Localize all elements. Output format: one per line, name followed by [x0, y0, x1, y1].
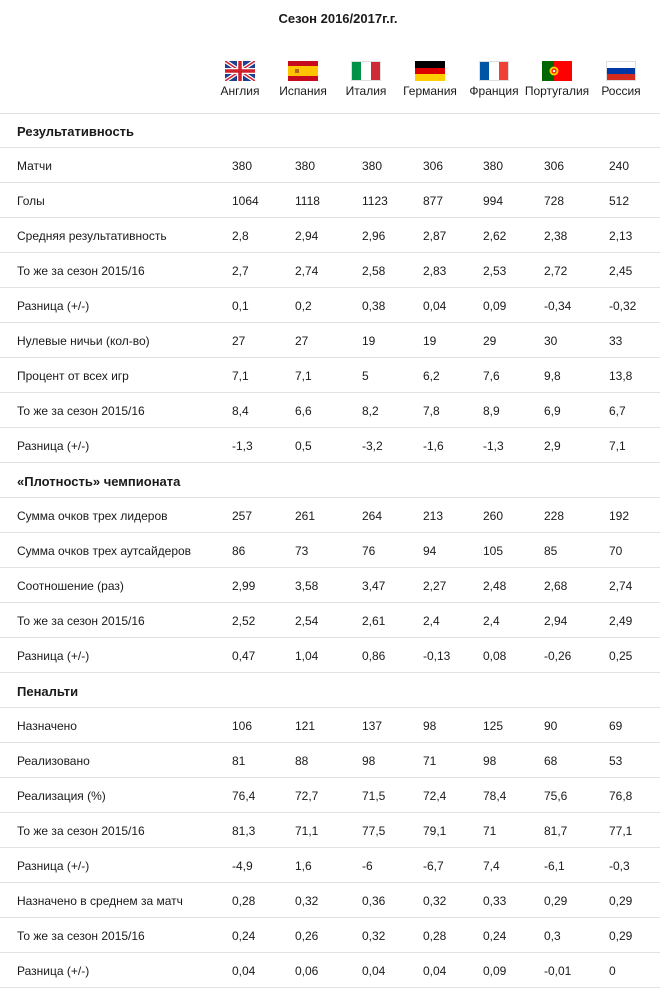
- row-label: Реализовано: [17, 754, 90, 768]
- country-name: Португалия: [524, 84, 590, 98]
- row-label: Голы: [17, 194, 45, 208]
- table-cell: 994: [483, 194, 504, 208]
- table-cell: 0,24: [232, 929, 256, 943]
- table-cell: 2,7: [232, 264, 249, 278]
- table-cell: 8,9: [483, 404, 500, 418]
- row-label: Средняя результативность: [17, 229, 167, 243]
- table-cell: 2,9: [544, 439, 561, 453]
- table-cell: -0,34: [544, 299, 572, 313]
- table-cell: 7,8: [423, 404, 440, 418]
- table-cell: 3,47: [362, 579, 386, 593]
- table-cell: -0,26: [544, 649, 572, 663]
- table-cell: 68: [544, 754, 558, 768]
- table-cell: 121: [295, 719, 316, 733]
- table-cell: 137: [362, 719, 383, 733]
- table-cell: 81,3: [232, 824, 256, 838]
- table-cell: 8,2: [362, 404, 379, 418]
- italy-flag-icon: [351, 61, 381, 81]
- table-cell: 0,29: [544, 894, 568, 908]
- table-row: [0, 603, 660, 638]
- section-title: Результативность: [17, 124, 135, 139]
- table-row: [0, 778, 660, 813]
- table-cell: 2,52: [232, 614, 256, 628]
- table-cell: 2,61: [362, 614, 386, 628]
- country-name: Франция: [469, 84, 519, 98]
- table-cell: 13,8: [609, 369, 633, 383]
- table-row: [0, 953, 660, 988]
- table-cell: 81: [232, 754, 246, 768]
- table-cell: 0,04: [232, 964, 256, 978]
- table-cell: 88: [295, 754, 309, 768]
- table-row: [0, 743, 660, 778]
- table-cell: 0,2: [295, 299, 312, 313]
- table-cell: 0,08: [483, 649, 507, 663]
- table-cell: 98: [423, 719, 437, 733]
- table-row: [0, 288, 660, 323]
- table-cell: 0,33: [483, 894, 507, 908]
- table-cell: 6,6: [295, 404, 312, 418]
- table-cell: 0,28: [232, 894, 256, 908]
- table-row: [0, 813, 660, 848]
- table-cell: 30: [544, 334, 558, 348]
- row-label: Разница (+/-): [17, 649, 90, 663]
- table-cell: 6,7: [609, 404, 626, 418]
- table-cell: 2,94: [295, 229, 319, 243]
- table-cell: 71,5: [362, 789, 386, 803]
- portugal-flag-icon: [542, 61, 572, 81]
- table-cell: 7,1: [295, 369, 312, 383]
- table-cell: 2,83: [423, 264, 447, 278]
- row-label: Разница (+/-): [17, 859, 90, 873]
- table-cell: 0,24: [483, 929, 507, 943]
- table-cell: 53: [609, 754, 623, 768]
- table-cell: 0,09: [483, 299, 507, 313]
- table-cell: 2,72: [544, 264, 568, 278]
- table-cell: 71: [483, 824, 497, 838]
- table-cell: 2,94: [544, 614, 568, 628]
- table-cell: 5: [362, 369, 369, 383]
- table-cell: 0,86: [362, 649, 386, 663]
- table-cell: 105: [483, 544, 504, 558]
- table-row: [0, 323, 660, 358]
- table-row: [0, 568, 660, 603]
- table-cell: -1,3: [232, 439, 253, 453]
- table-row: [0, 848, 660, 883]
- row-label: Назначено: [17, 719, 77, 733]
- table-cell: 77,5: [362, 824, 386, 838]
- country-name: Италия: [345, 84, 387, 98]
- table-cell: 6,9: [544, 404, 561, 418]
- table-cell: 728: [544, 194, 565, 208]
- table-row: [0, 183, 660, 218]
- table-cell: 0,32: [423, 894, 447, 908]
- france-flag-icon: [479, 61, 509, 81]
- table-cell: 0,47: [232, 649, 256, 663]
- table-cell: 8,4: [232, 404, 249, 418]
- table-row: [0, 883, 660, 918]
- row-label: То же за сезон 2015/16: [17, 929, 145, 943]
- table-cell: 0,38: [362, 299, 386, 313]
- table-cell: 0,25: [609, 649, 633, 663]
- country-name: Испания: [279, 84, 327, 98]
- table-cell: 306: [423, 159, 444, 173]
- table-cell: 29: [483, 334, 497, 348]
- row-label: Разница (+/-): [17, 439, 90, 453]
- table-cell: 2,62: [483, 229, 507, 243]
- table-cell: 7,6: [483, 369, 500, 383]
- table-cell: 73: [295, 544, 309, 558]
- table-cell: 0,06: [295, 964, 319, 978]
- table-cell: 264: [362, 509, 383, 523]
- table-cell: -0,01: [544, 964, 572, 978]
- table-cell: 261: [295, 509, 316, 523]
- table-cell: -0,32: [609, 299, 637, 313]
- table-cell: 2,49: [609, 614, 633, 628]
- row-label: То же за сезон 2015/16: [17, 264, 145, 278]
- row-label: Сумма очков трех лидеров: [17, 509, 168, 523]
- table-cell: 1,6: [295, 859, 312, 873]
- table-cell: 27: [295, 334, 309, 348]
- table-row: [0, 533, 660, 568]
- table-cell: 0,04: [423, 964, 447, 978]
- section-title: Пенальти: [17, 684, 79, 699]
- table-cell: 85: [544, 544, 558, 558]
- section-header-row: [0, 463, 660, 498]
- table-cell: 75,6: [544, 789, 568, 803]
- table-cell: 2,4: [423, 614, 440, 628]
- table-row: [0, 638, 660, 673]
- table-cell: 240: [609, 159, 630, 173]
- table-cell: 76,8: [609, 789, 633, 803]
- table-cell: -6: [362, 859, 373, 873]
- table-cell: 0,36: [362, 894, 386, 908]
- table-cell: 380: [295, 159, 316, 173]
- table-cell: 90: [544, 719, 558, 733]
- table-cell: 3,58: [295, 579, 319, 593]
- table-row: [0, 918, 660, 953]
- table-cell: 7,4: [483, 859, 500, 873]
- row-label: Назначено в среднем за матч: [17, 894, 183, 908]
- table-cell: 19: [423, 334, 437, 348]
- table-cell: 72,4: [423, 789, 447, 803]
- table-cell: 72,7: [295, 789, 319, 803]
- table-row: [0, 498, 660, 533]
- table-cell: 0,29: [609, 929, 633, 943]
- table-cell: 86: [232, 544, 246, 558]
- table-cell: 2,87: [423, 229, 447, 243]
- table-cell: -0,13: [423, 649, 451, 663]
- row-label: То же за сезон 2015/16: [17, 614, 145, 628]
- table-cell: -1,6: [423, 439, 444, 453]
- table-cell: -6,1: [544, 859, 565, 873]
- table-cell: 77,1: [609, 824, 633, 838]
- table-cell: -6,7: [423, 859, 444, 873]
- table-cell: 98: [483, 754, 497, 768]
- table-cell: 2,13: [609, 229, 633, 243]
- uk-flag-icon: [225, 61, 255, 81]
- table-cell: 76,4: [232, 789, 256, 803]
- section-title: «Плотность» чемпионата: [17, 474, 181, 489]
- table-cell: 0: [609, 964, 616, 978]
- table-cell: -0,3: [609, 859, 630, 873]
- table-cell: 125: [483, 719, 504, 733]
- table-cell: 1118: [295, 194, 320, 208]
- table-cell: 2,53: [483, 264, 507, 278]
- table-cell: 98: [362, 754, 376, 768]
- russia-flag-icon: [606, 61, 636, 81]
- table-cell: 27: [232, 334, 246, 348]
- row-label: Разница (+/-): [17, 299, 90, 313]
- table-cell: 257: [232, 509, 253, 523]
- table-cell: 6,2: [423, 369, 440, 383]
- table-cell: 2,45: [609, 264, 633, 278]
- table-cell: 1064: [232, 194, 259, 208]
- table-cell: 2,48: [483, 579, 507, 593]
- table-cell: 79,1: [423, 824, 447, 838]
- table-cell: 2,74: [295, 264, 319, 278]
- page-title: Сезон 2016/2017г.г.: [278, 11, 398, 26]
- table-cell: 2,8: [232, 229, 249, 243]
- table-cell: 512: [609, 194, 630, 208]
- table-row: [0, 393, 660, 428]
- table-cell: 0,04: [362, 964, 386, 978]
- table-cell: 2,68: [544, 579, 568, 593]
- germany-flag-icon: [415, 61, 445, 81]
- table-cell: 2,4: [483, 614, 500, 628]
- table-cell: 260: [483, 509, 504, 523]
- table-cell: 33: [609, 334, 623, 348]
- table-cell: 76: [362, 544, 376, 558]
- row-label: Разница (+/-): [17, 964, 90, 978]
- country-name: Англия: [220, 84, 260, 98]
- table-cell: 192: [609, 509, 630, 523]
- table-cell: 380: [362, 159, 383, 173]
- table-cell: 106: [232, 719, 253, 733]
- row-label: Реализация (%): [17, 789, 106, 803]
- table-cell: 0,32: [362, 929, 386, 943]
- table-cell: 380: [483, 159, 504, 173]
- table-cell: 213: [423, 509, 444, 523]
- country-name: Германия: [403, 84, 457, 98]
- table-cell: 71,1: [295, 824, 319, 838]
- table-cell: -1,3: [483, 439, 504, 453]
- table-cell: 7,1: [609, 439, 626, 453]
- table-cell: 2,96: [362, 229, 386, 243]
- table-cell: 2,27: [423, 579, 447, 593]
- table-cell: 0,04: [423, 299, 447, 313]
- table-cell: 0,29: [609, 894, 633, 908]
- table-cell: 2,74: [609, 579, 633, 593]
- table-row: [0, 358, 660, 393]
- table-cell: -4,9: [232, 859, 253, 873]
- table-row: [0, 148, 660, 183]
- table-cell: 69: [609, 719, 623, 733]
- table-cell: 7,1: [232, 369, 249, 383]
- table-cell: 2,99: [232, 579, 256, 593]
- table-cell: 0,5: [295, 439, 312, 453]
- table-cell: -3,2: [362, 439, 383, 453]
- table-cell: 70: [609, 544, 623, 558]
- country-header: [0, 58, 660, 114]
- table-row: [0, 218, 660, 253]
- table-row: [0, 253, 660, 288]
- table-cell: 0,1: [232, 299, 249, 313]
- row-label: Матчи: [17, 159, 52, 173]
- table-cell: 2,38: [544, 229, 568, 243]
- row-label: Нулевые ничьи (кол-во): [17, 334, 150, 348]
- row-label: Процент от всех игр: [17, 369, 129, 383]
- row-label: Соотношение (раз): [17, 579, 124, 593]
- table-cell: 380: [232, 159, 253, 173]
- country-column-header: [581, 58, 660, 98]
- table-cell: 0,09: [483, 964, 507, 978]
- table-cell: 71: [423, 754, 437, 768]
- table-row: [0, 708, 660, 743]
- table-cell: 78,4: [483, 789, 507, 803]
- table-cell: 877: [423, 194, 444, 208]
- row-label: То же за сезон 2015/16: [17, 404, 145, 418]
- table-cell: 0,28: [423, 929, 447, 943]
- table-cell: 9,8: [544, 369, 561, 383]
- row-label: То же за сезон 2015/16: [17, 824, 145, 838]
- section-header-row: [0, 113, 660, 148]
- table-cell: 0,26: [295, 929, 319, 943]
- table-cell: 1,04: [295, 649, 319, 663]
- table-cell: 81,7: [544, 824, 568, 838]
- table-cell: 19: [362, 334, 376, 348]
- table-row: [0, 428, 660, 463]
- table-cell: 1123: [362, 194, 388, 208]
- row-label: Сумма очков трех аутсайдеров: [17, 544, 192, 558]
- section-header-row: [0, 673, 660, 708]
- table-cell: 2,58: [362, 264, 386, 278]
- table-cell: 306: [544, 159, 565, 173]
- country-name: Россия: [601, 84, 641, 98]
- table-cell: 2,54: [295, 614, 319, 628]
- table-cell: 0,3: [544, 929, 561, 943]
- table-cell: 228: [544, 509, 565, 523]
- table-cell: 0,32: [295, 894, 319, 908]
- spain-flag-icon: [288, 61, 318, 81]
- table-cell: 94: [423, 544, 437, 558]
